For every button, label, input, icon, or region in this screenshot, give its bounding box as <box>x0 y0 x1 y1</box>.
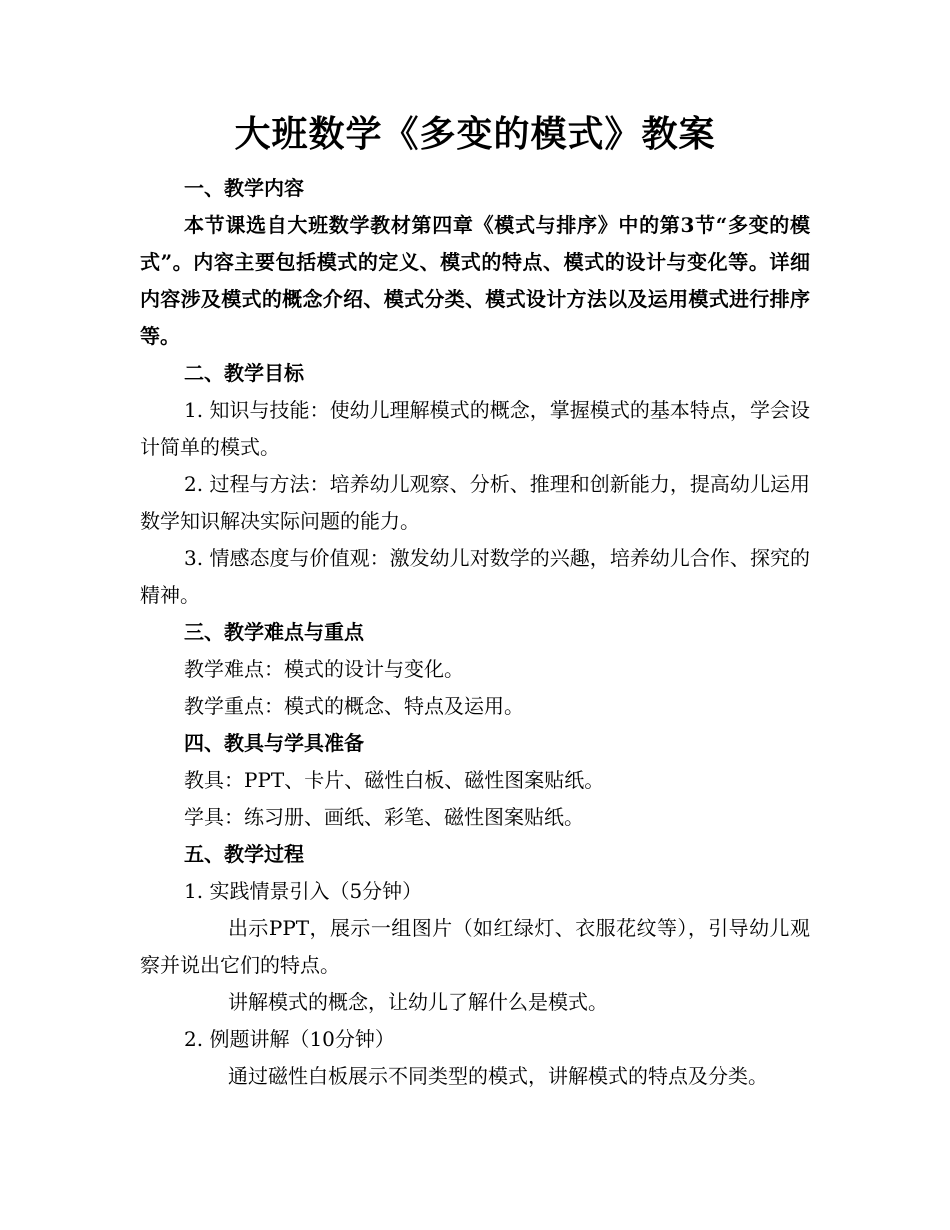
document-title: 大班数学《多变的模式》教案 <box>234 113 716 155</box>
difficulty-text: 教学难点：模式的设计与变化。 <box>184 657 464 681</box>
section-heading-content: 一、教学内容 <box>184 176 304 200</box>
step-2-paragraph-1: 通过磁性白板展示不同类型的模式，讲解模式的特点及分类。 <box>228 1064 768 1088</box>
objective-item-1: 1. 知识与技能：使幼儿理解模式的概念，掌握模式的基本特点，学会设计简单的模式。 <box>140 398 810 459</box>
section-heading-difficulty: 三、教学难点与重点 <box>184 620 364 644</box>
step-1-title: 1. 实践情景引入（5分钟） <box>184 879 423 903</box>
student-materials: 学具：练习册、画纸、彩笔、磁性图案贴纸。 <box>184 805 584 829</box>
section-heading-objectives: 二、教学目标 <box>184 361 304 385</box>
teacher-materials: 教具：PPT、卡片、磁性白板、磁性图案贴纸。 <box>184 768 605 792</box>
content-paragraph: 本节课选自大班数学教材第四章《模式与排序》中的第3节“多变的模式”。内容主要包括模式的定义、模式的特点、模式的设计与变化等。详细内容涉及模式的概念介绍、模式分类、模式设计方法以及运用模式进行排序等。 <box>140 213 810 348</box>
objective-item-2: 2. 过程与方法：培养幼儿观察、分析、推理和创新能力，提高幼儿运用数学知识解决实际问题的能力。 <box>140 472 810 533</box>
objective-item-3: 3. 情感态度与价值观：激发幼儿对数学的兴趣，培养幼儿合作、探究的精神。 <box>140 546 810 607</box>
document-page <box>140 112 810 1095</box>
step-1-paragraph-2: 讲解模式的概念，让幼儿了解什么是模式。 <box>228 990 608 1014</box>
key-point-text: 教学重点：模式的概念、特点及运用。 <box>184 694 524 718</box>
section-heading-materials: 四、教具与学具准备 <box>184 731 364 755</box>
step-1-paragraph-1: 出示PPT，展示一组图片（如红绿灯、衣服花纹等），引导幼儿观察并说出它们的特点。 <box>140 916 810 977</box>
step-2-title: 2. 例题讲解（10分钟） <box>184 1027 395 1051</box>
section-heading-process: 五、教学过程 <box>184 842 304 866</box>
